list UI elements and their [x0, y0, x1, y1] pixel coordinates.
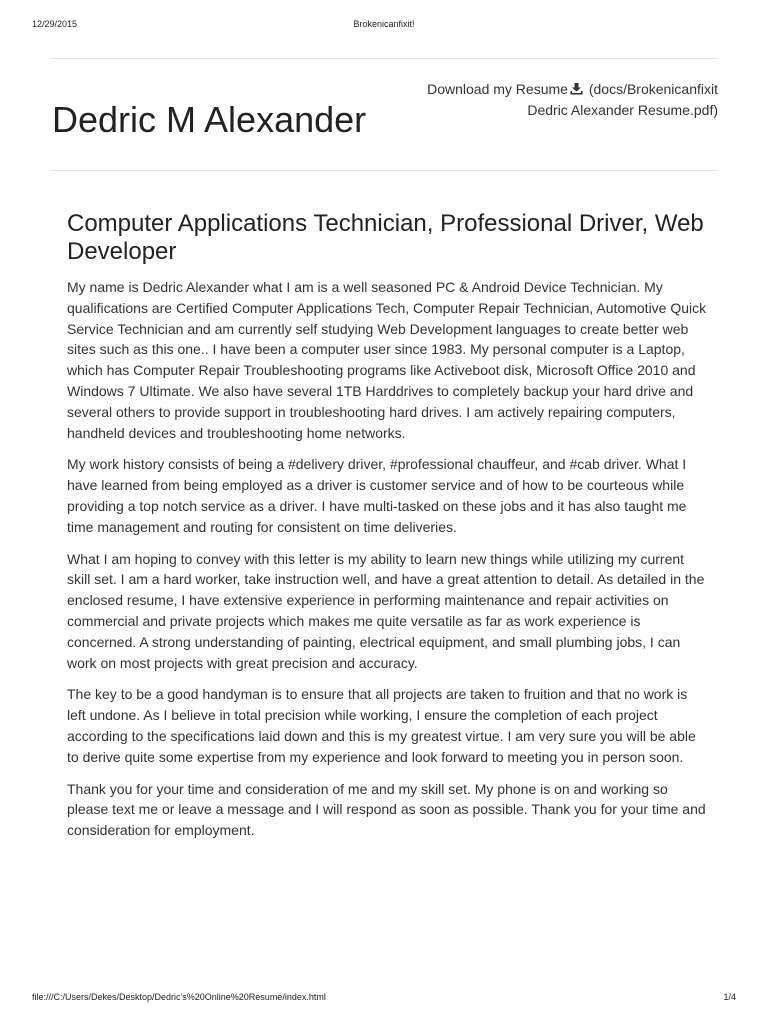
paragraph-handyman: The key to be a good handyman is to ensure that all projects are taken to fruition and that no work is left undone. As I believe in total precision while working, I ensure the completion of each project according to the specifications laid down and this is my greatest virtue. I am very sure you will be able to derive quite some expertise from my experience and look forward to meeting you in person soon.: [67, 686, 696, 765]
header-divider-top: [51, 58, 717, 59]
job-headline: Computer Applications Technician, Professional Driver, Web Developer: [67, 210, 704, 265]
main-content: [67, 210, 707, 852]
print-page-number: 1/4: [723, 992, 736, 1002]
download-resume-label: Download my Resume: [427, 81, 568, 97]
print-footer: [32, 992, 736, 1006]
print-page-title: Brokenicanfixit!: [353, 19, 415, 29]
paragraph-intro: My name is Dedric Alexander what I am is a well seasoned PC & Android Device Technician. My qualifications are Certified Computer Applications Tech, Computer Repair Technician, Automotive Quick Service Technician and am currently self studying Web Development languages to create better web sites such as this one.. I have been a computer user since 1983. My personal computer is a Laptop, which has Computer Repair Troubleshooting programs like Activeboot disk, Microsoft Office 2010 and Windows 7 Ultimate. We also have several 1TB Harddrives to completely backup your hard drive and several others to provide support in troubleshooting hard drives. I am actively repairing computers, handheld devices and troubleshooting home networks.: [67, 279, 707, 441]
print-header: [32, 19, 736, 33]
header-divider-bottom: [51, 170, 717, 171]
print-url: file:///C:/Users/Dekes/Desktop/Dedric's%20Online%20Resume/index.html: [32, 992, 326, 1002]
download-path-line2: Dedric Alexander Resume.pdf): [527, 102, 718, 118]
download-icon: [570, 80, 583, 92]
print-date: 12/29/2015: [32, 19, 78, 29]
page-title: Dedric M Alexander: [52, 99, 367, 140]
paragraph-closing: Thank you for your time and consideration of me and my skill set. My phone is on and working so please text me or leave a message and I will respond as soon as possible. Thank you for your time and consideration for employment.: [67, 780, 706, 839]
download-resume-link[interactable]: [427, 81, 718, 118]
download-path-line1: (docs/Brokenicanfixit: [588, 81, 718, 97]
download-resume: [378, 79, 718, 121]
paragraph-skills: What I am hoping to convey with this letter is my ability to learn new things while utilizing my current skill set. I am a hard worker, take instruction well, and have a great attention to detail. As detailed in the enclosed resume, I have extensive experience in performing maintenance and repair activities on commercial and private projects which makes me quite versatile as far as work experience is concerned. A strong understanding of painting, electrical equipment, and small plumbing jobs, I can work on most projects with great precision and accuracy.: [67, 550, 705, 671]
paragraph-work-history: My work history consists of being a #delivery driver, #professional chauffeur, and #cab driver. What I have learned from being employed as a driver is customer service and of how to be courteous while providing a top notch service as a driver. I have multi-tasked on these jobs and it has also taught me time management and routing for consistent on time deliveries.: [67, 456, 687, 535]
